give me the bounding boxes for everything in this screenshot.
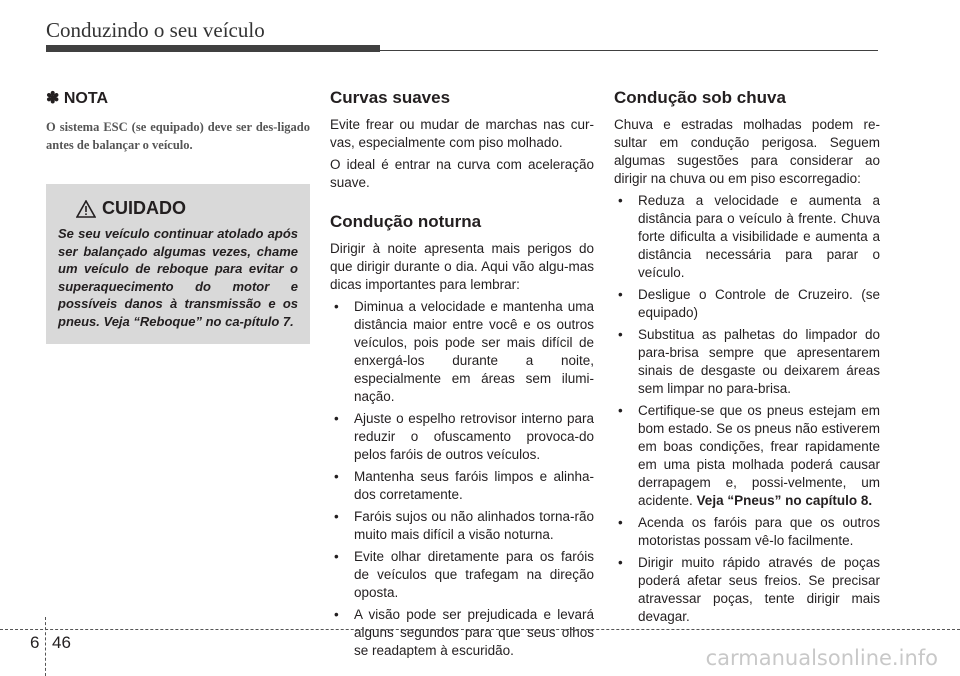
list-item xyxy=(330,548,594,602)
list-item-text: Certifique-se que os pneus estejam em bom estado. Se os pneus não estiverem em boas condições, frear rapidamente em uma pista molhada poderá causar derrapagem e, possi-velmente, um acidente. xyxy=(638,403,880,508)
curvas-paragraph-1: Evite frear ou mudar de marchas nas cur-vas, especialmente com piso molhado. xyxy=(330,117,594,150)
list-item xyxy=(614,286,880,322)
column-left xyxy=(46,88,310,344)
header-title: Conduzindo o seu veículo xyxy=(46,18,265,42)
bullet: • xyxy=(334,549,339,564)
footer-divider xyxy=(45,617,46,676)
list-item xyxy=(330,298,594,406)
bullet: • xyxy=(618,327,623,342)
list-item-text: Desligue o Controle de Cruzeiro. (se equipado) xyxy=(638,287,880,320)
list-item xyxy=(614,554,880,626)
warning-triangle-icon xyxy=(76,200,96,218)
list-item xyxy=(614,326,880,398)
list-item-text: Ajuste o espelho retrovisor interno para reduzir o ofuscamento provoca-do pelos faróis de outros veículos. xyxy=(354,411,594,462)
list-item-text: Acenda os faróis para que os outros motoristas possam vê-lo facilmente. xyxy=(638,515,880,548)
list-item-text: Mantenha seus faróis limpos e alinha-dos corretamente. xyxy=(354,469,594,502)
section-heading-chuva: Condução sob chuva xyxy=(614,88,786,107)
noturna-list xyxy=(330,298,594,660)
list-item xyxy=(614,192,880,282)
caution-title xyxy=(76,198,298,219)
bullet: • xyxy=(334,299,339,314)
list-item-text: A visão pode ser prejudicada e levará alguns segundos para que seus olhos se readaptem à escuridão. xyxy=(354,607,594,658)
list-item xyxy=(330,468,594,504)
bullet: • xyxy=(334,469,339,484)
list-item-text: Diminua a velocidade e mantenha uma distância maior entre você e os outros veículos, pois pode ser mais difícil de enxergá-los durante a noite, especialmente em áreas sem ilumi-nação. xyxy=(354,299,594,404)
caution-text: Se seu veículo continuar atolado após ser balançado algumas vezes, chame um veículo de reboque para evitar o superaquecimento do motor e possíveis danos à transmissão e os pneus. Veja “Reboque” no ca-pítulo 7. xyxy=(58,226,298,329)
list-item-text: Faróis sujos ou não alinhados torna-rão muito mais difícil a visão noturna. xyxy=(354,509,594,542)
list-item xyxy=(614,514,880,550)
bullet: • xyxy=(334,509,339,524)
nota-text: O sistema ESC (se equipado) deve ser des-ligado antes de balançar o veículo. xyxy=(46,120,310,152)
header-bar xyxy=(46,45,380,52)
list-item xyxy=(330,508,594,544)
list-item xyxy=(614,402,880,510)
bullet: • xyxy=(618,555,623,570)
list-item xyxy=(330,606,594,660)
nota-heading: ✽ NOTA xyxy=(46,90,108,107)
list-item-text: Reduza a velocidade e aumenta a distância para o veículo à frente. Chuva forte dificulta a visibilidade e aumenta a distância necessária para parar o veículo. xyxy=(638,193,880,280)
chapter-number: 6 xyxy=(30,633,40,652)
header-rule xyxy=(380,50,878,51)
bullet: • xyxy=(618,287,623,302)
column-middle xyxy=(330,88,594,664)
bullet: • xyxy=(334,607,339,622)
list-item xyxy=(330,410,594,464)
list-item-text: Substitua as palhetas do limpador do para-brisa sempre que apresentarem sinais de desgaste ou deixarem áreas sem limpar no para-brisa. xyxy=(638,327,880,396)
list-item-text: Dirigir muito rápido através de poças poderá afetar seus freios. Se precisar atravessar poças, tente dirigir mais devagar. xyxy=(638,555,880,624)
chuva-intro: Chuva e estradas molhadas podem re-sultar em condução perigosa. Seguem algumas sugestões para considerar ao dirigir na chuva ou em piso escorregadio: xyxy=(614,117,880,186)
chuva-list xyxy=(614,192,880,626)
section-heading-noturna: Condução noturna xyxy=(330,212,482,231)
column-right xyxy=(614,88,880,630)
bullet: • xyxy=(618,515,623,530)
list-item-text: Evite olhar diretamente para os faróis de veículos que trafegam na direção oposta. xyxy=(354,549,594,600)
caution-box xyxy=(46,184,310,344)
cross-reference: Veja “Pneus” no capítulo 8. xyxy=(696,493,873,508)
watermark: carmanualsonline.info xyxy=(705,646,938,670)
footer-rule xyxy=(0,629,960,630)
bullet: • xyxy=(618,403,623,418)
noturna-intro: Dirigir à noite apresenta mais perigos do que dirigir durante o dia. Aqui vão algu-mas dicas importantes para lembrar: xyxy=(330,241,594,292)
page-number: 46 xyxy=(52,633,71,652)
section-heading-curvas: Curvas suaves xyxy=(330,88,451,107)
curvas-paragraph-2: O ideal é entrar na curva com aceleração suave. xyxy=(330,157,594,190)
bullet: • xyxy=(334,411,339,426)
caution-title-text: CUIDADO xyxy=(102,198,186,218)
bullet: • xyxy=(618,193,623,208)
